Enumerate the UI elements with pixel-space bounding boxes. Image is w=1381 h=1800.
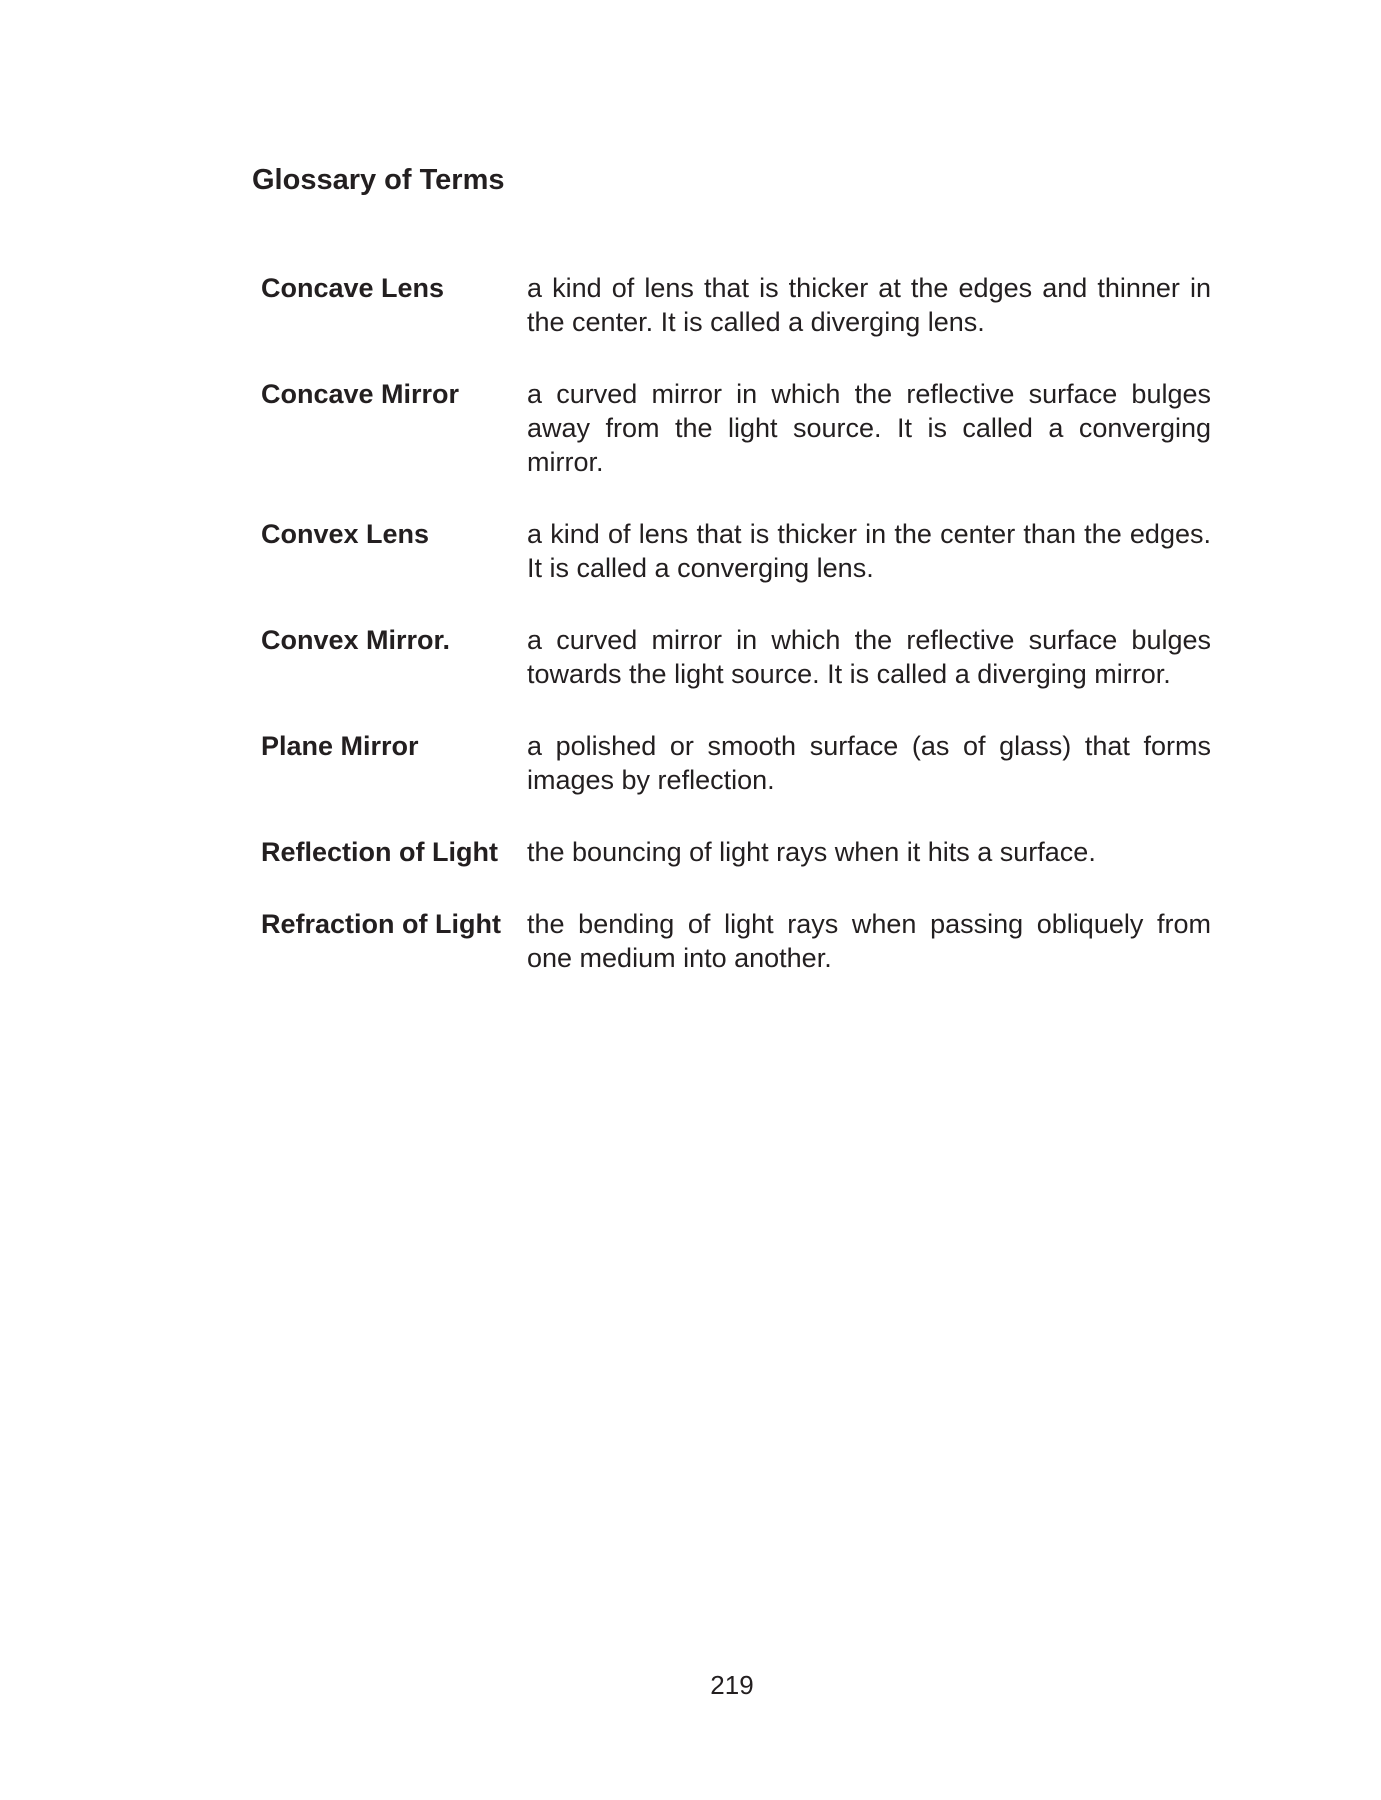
glossary-term: Concave Lens — [261, 273, 445, 303]
glossary-definition: a curved mirror in which the reflective surface bulges towards the light source. It is called a diverging mirror. — [527, 625, 1211, 689]
glossary-entry — [261, 271, 1211, 339]
glossary-definition: the bouncing of light rays when it hits a surface. — [527, 837, 1096, 867]
glossary-entry — [261, 377, 1211, 479]
glossary-term: Concave Mirror — [261, 379, 460, 409]
glossary-definition: a polished or smooth surface (as of glass) that forms images by reflection. — [527, 731, 1211, 795]
glossary-definition: the bending of light rays when passing obliquely from one medium into another. — [527, 909, 1211, 973]
glossary-term: Plane Mirror — [261, 731, 419, 761]
glossary-definition: a kind of lens that is thicker in the center than the edges. It is called a converging lens. — [527, 519, 1211, 583]
glossary-term: Convex Lens — [261, 519, 430, 549]
glossary-entry — [261, 517, 1211, 585]
glossary-term: Reflection of Light — [261, 837, 498, 867]
glossary-entry — [261, 907, 1211, 975]
glossary-definition: a curved mirror in which the reflective surface bulges away from the light source. It is called a converging mirror. — [527, 379, 1211, 477]
page-number: 219 — [710, 1670, 754, 1700]
glossary-definition: a kind of lens that is thicker at the edges and thinner in the center. It is called a diverging lens. — [527, 273, 1211, 337]
page-title: Glossary of Terms — [252, 164, 505, 196]
glossary-entry — [261, 729, 1211, 797]
glossary-list — [261, 271, 1211, 975]
glossary-entry — [261, 623, 1211, 691]
glossary-term: Refraction of Light — [261, 909, 501, 939]
glossary-term: Convex Mirror. — [261, 625, 451, 655]
glossary-entry — [261, 835, 1211, 869]
